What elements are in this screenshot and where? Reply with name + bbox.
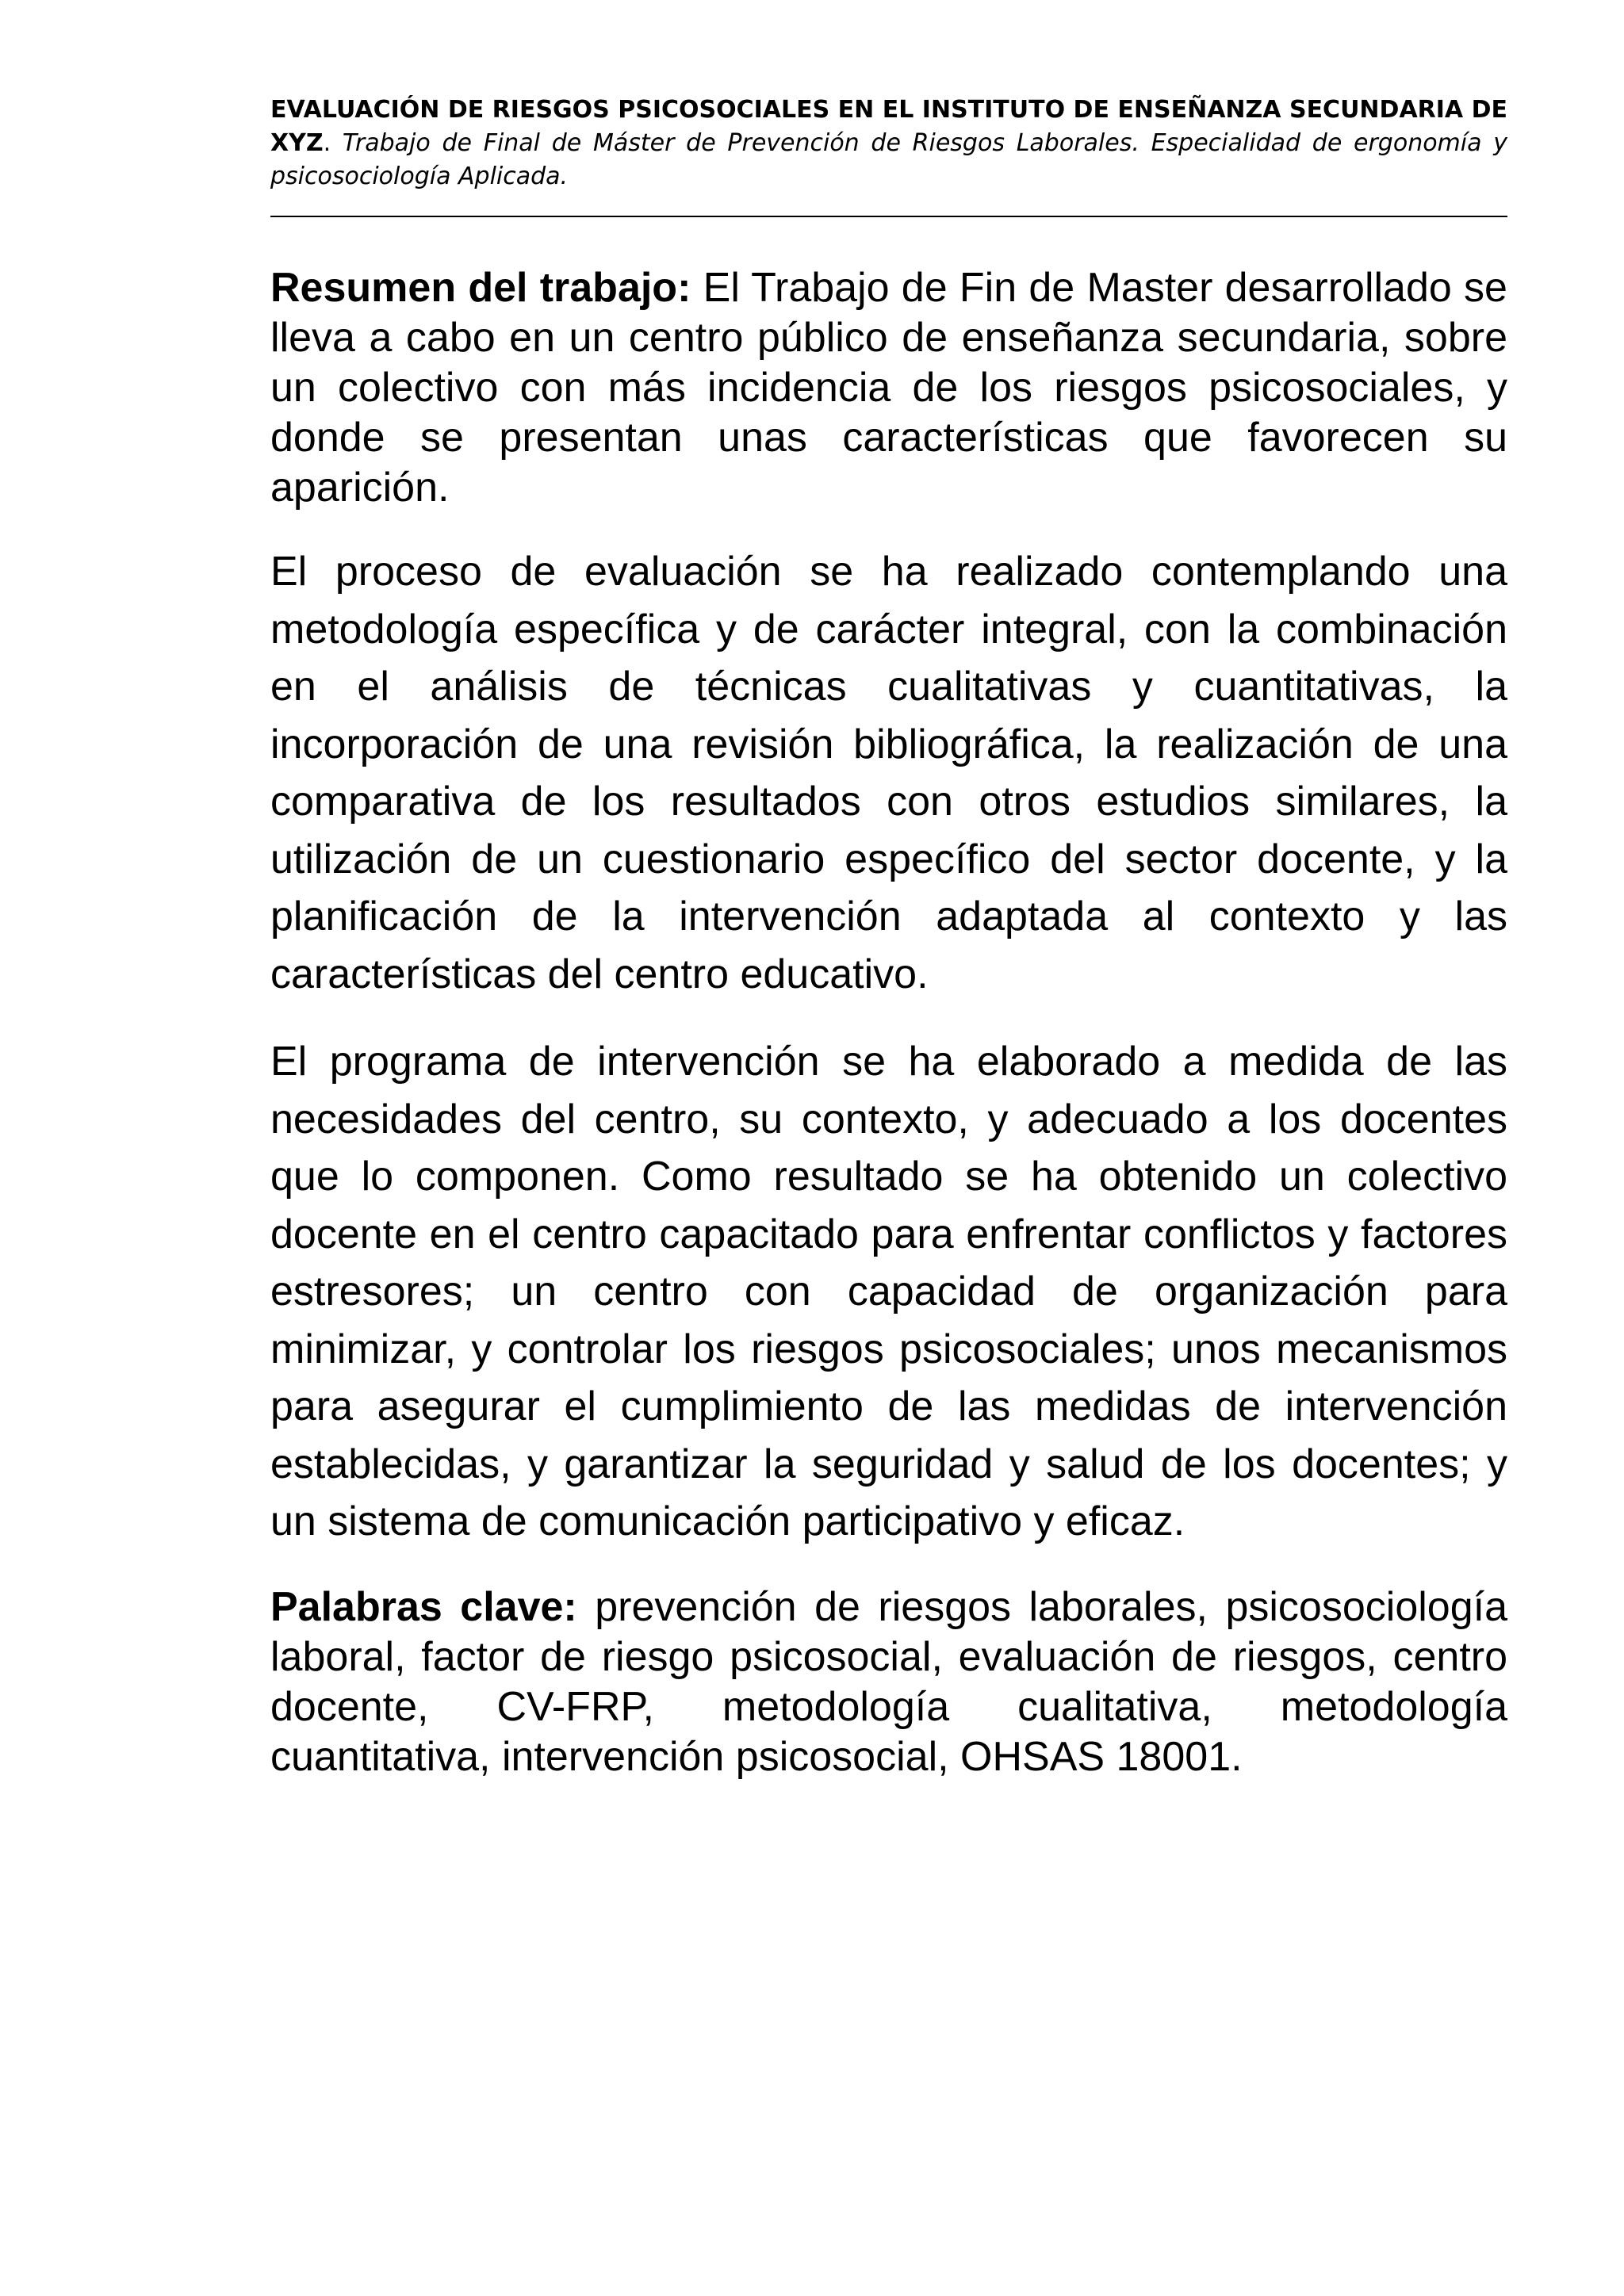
intervention-paragraph: El programa de intervención se ha elaborado a medida de las necesidades del centro, su contexto, y adecuado a los docentes que lo componen. Como resultado se ha obtenido un colectivo docente en el centro capacitado para enfrentar conflictos y factores estresores; un centro con capacidad de organización para minimizar, y controlar los riesgos psicosociales; unos mecanismos para asegurar el cumplimiento de las medidas de intervención establecidas, y garantizar la seguridad y salud de los docentes; y un sistema de comunicación participativo y eficaz. <box>270 1039 1507 1544</box>
header-divider <box>270 216 1507 217</box>
header-subtitle: Trabajo de Final de Máster de Prevención de Riesgos Laborales. Especialidad de ergonomía y psicosociología Aplicada. <box>270 129 1507 190</box>
running-header <box>270 94 1507 193</box>
header-title: EVALUACIÓN DE RIESGOS PSICOSOCIALES EN EL INSTITUTO DE ENSEÑANZA SECUNDARIA DE XYZ <box>270 96 1507 157</box>
evaluation-paragraph: El proceso de evaluación se ha realizado contemplando una metodología específica y de carácter integral, con la combinación en el análisis de técnicas cualitativas y cuantitativas, la incorporación de una revisión bibliográfica, la realización de una comparativa de los resultados con otros estudios similares, la utilización de un cuestionario específico del sector docente, y la planificación de la intervención adaptada al contexto y las características del centro educativo. <box>270 549 1507 997</box>
abstract-heading: Resumen del trabajo: <box>270 265 691 311</box>
header-separator: . <box>323 129 343 157</box>
keywords-text: prevención de riesgos laborales, psicosociología laboral, factor de riesgo psicosocial, evaluación de riesgos, centro docente, CV-FRP, metodología cualitativa, metodología cuantitativa, intervención psicosocial, OHSAS 18001. <box>270 1583 1507 1780</box>
keywords-heading: Palabras clave: <box>270 1583 577 1630</box>
abstract-text: El Trabajo de Fin de Master desarrollado se lleva a cabo en un centro público de enseñanza secundaria, sobre un colectivo con más incidencia de los riesgos psicosociales, y donde se presentan unas características que favorecen su aparición. <box>270 265 1507 511</box>
keywords-paragraph <box>270 1582 1507 1782</box>
abstract-paragraph <box>270 263 1507 513</box>
page-body <box>270 263 1507 1782</box>
